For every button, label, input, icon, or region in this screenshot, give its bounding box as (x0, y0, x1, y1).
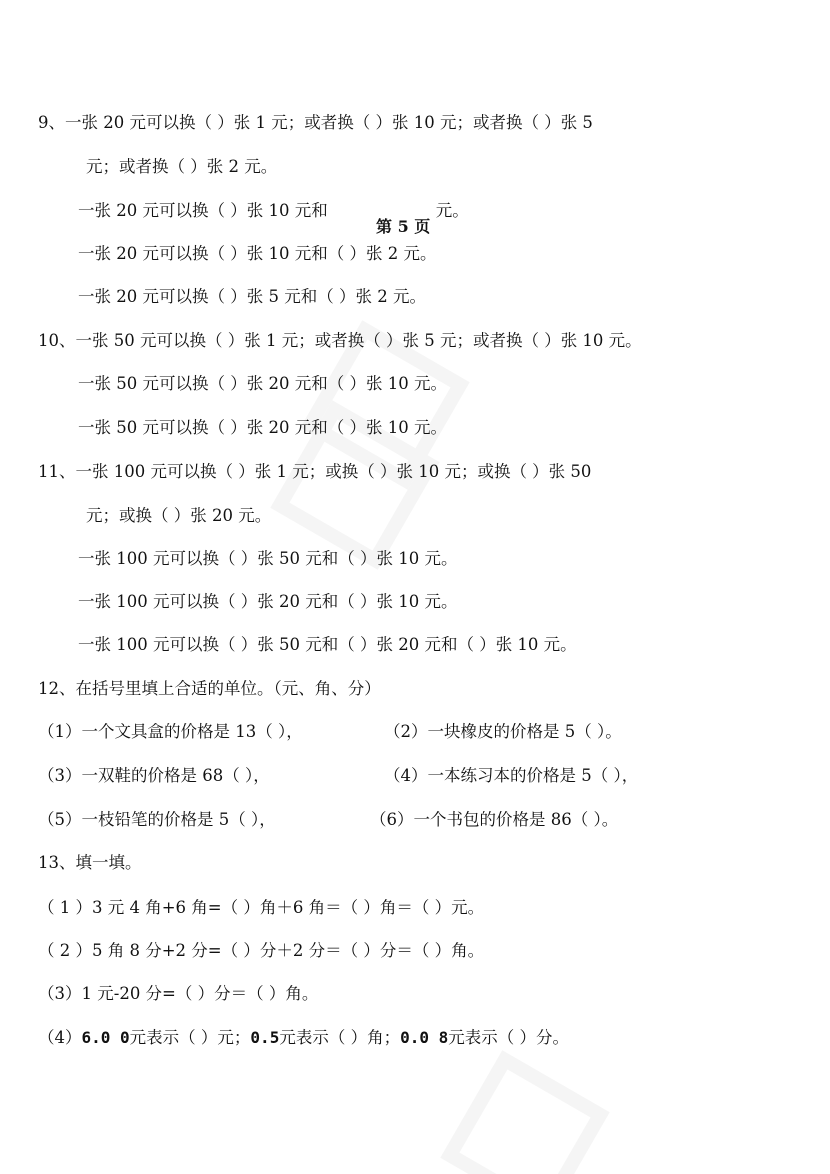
q11-line-1: 11、一张 100 元可以换（ ）张 1 元；或换（ ）张 10 元；或换（ ）张 50 (38, 462, 592, 481)
q11-line-5: 一张 100 元可以换（ ）张 50 元和（ ）张 20 元和（ ）张 10 元。 (78, 635, 577, 654)
q13-item-3: （3）1 元-20 分=（ ）分＝（ ）角。 (38, 984, 319, 1003)
q13-value-3: 0.0 8 (400, 1028, 449, 1047)
q13-item-4 (38, 1027, 569, 1049)
q12-item-6: （6）一个书包的价格是 86（ ）。 (370, 810, 619, 829)
q11-line-3: 一张 100 元可以换（ ）张 50 元和（ ）张 10 元。 (78, 549, 458, 568)
q12-title: 12、在括号里填上合适的单位。（元、角、分） (38, 679, 381, 698)
q9-line-4: 一张 20 元可以换（ ）张 10 元和（ ）张 2 元。 (78, 244, 437, 263)
q12-item-3: （3）一双鞋的价格是 68（ ）， (38, 766, 270, 785)
q12-item-4: （4）一本练习本的价格是 5（ ）， (384, 766, 639, 785)
q13-value-1: 6.0 0 (81, 1028, 130, 1047)
q9-line-1: 9、一张 20 元可以换（ ）张 1 元；或者换（ ）张 10 元；或者换（ ）张 5 (38, 113, 593, 132)
q12-item-1: （1）一个文具盒的价格是 13（ ）， (38, 722, 303, 741)
q13-item-4-part-2: 元表示（ ）角； (279, 1028, 401, 1047)
page-number: 第 5 页 (372, 214, 434, 237)
q13-item-4-part-3: 元表示（ ）分。 (448, 1028, 569, 1047)
q12-item-5: （5）一枝铅笔的价格是 5（ ）， (38, 810, 276, 829)
q9-line-3-end: 元。 (435, 201, 469, 220)
q9-line-5: 一张 20 元可以换（ ）张 5 元和（ ）张 2 元。 (78, 287, 426, 306)
q13-item-4-part-1: 元表示（ ）元； (129, 1028, 251, 1047)
q13-item-1: （ 1 ）3 元 4 角+6 角=（ ）角＋6 角＝（ ）角＝（ ）元。 (38, 898, 485, 917)
q12-item-2: （2）一块橡皮的价格是 5（ ）。 (384, 722, 622, 741)
q10-line-1: 10、一张 50 元可以换（ ）张 1 元；或者换（ ）张 5 元；或者换（ ）张 10 元。 (38, 331, 642, 350)
q13-item-4-label: （4） (38, 1028, 82, 1047)
q9-line-2: 元；或者换（ ）张 2 元。 (86, 157, 278, 176)
q9-line-3-start: 一张 20 元可以换（ ）张 10 元和 (78, 201, 328, 220)
q13-title: 13、填一填。 (38, 853, 142, 872)
q11-line-4: 一张 100 元可以换（ ）张 20 元和（ ）张 10 元。 (78, 592, 458, 611)
q10-line-3: 一张 50 元可以换（ ）张 20 元和（ ）张 10 元。 (78, 418, 447, 437)
q13-item-2: （ 2 ）5 角 8 分+2 分=（ ）分＋2 分＝（ ）分＝（ ）角。 (38, 941, 485, 960)
q13-value-2: 0.5 (250, 1028, 280, 1047)
q10-line-2: 一张 50 元可以换（ ）张 20 元和（ ）张 10 元。 (78, 374, 447, 393)
q11-line-2: 元；或换（ ）张 20 元。 (86, 506, 272, 525)
